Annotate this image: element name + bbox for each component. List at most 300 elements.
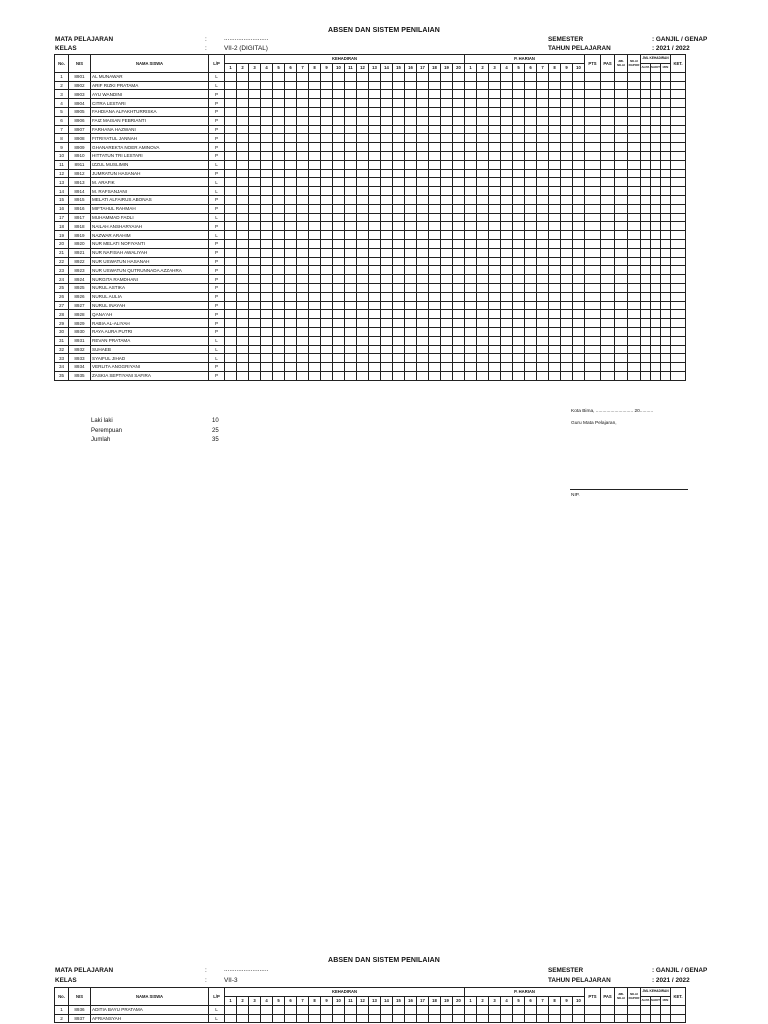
- grade-cell[interactable]: [441, 1014, 453, 1023]
- grade-cell[interactable]: [297, 1005, 309, 1014]
- student-name: MUHAMMAD FADLI: [91, 213, 209, 222]
- student-gender: P: [209, 239, 225, 248]
- harian-col-number: 2: [477, 996, 489, 1005]
- col-alpa-header: ALPA: [641, 63, 651, 72]
- grade-cell[interactable]: [671, 1014, 686, 1023]
- grade-cell[interactable]: [477, 1014, 489, 1023]
- grade-cell[interactable]: [615, 1005, 628, 1014]
- grade-cell[interactable]: [453, 1014, 465, 1023]
- student-gender: L: [209, 1005, 225, 1014]
- grade-cell[interactable]: [429, 1005, 441, 1014]
- grade-cell[interactable]: [465, 1005, 477, 1014]
- student-no: 11: [55, 160, 69, 169]
- student-nis: 8932: [69, 345, 91, 354]
- harian-col-number: 5: [513, 63, 525, 72]
- grade-cell[interactable]: [237, 1014, 249, 1023]
- student-nis: 8915: [69, 195, 91, 204]
- grade-cell[interactable]: [225, 1005, 237, 1014]
- grade-cell[interactable]: [237, 1005, 249, 1014]
- student-name: FARHANA HAZWANI: [91, 125, 209, 134]
- student-name: FITRIYATUL JANNAH: [91, 134, 209, 143]
- student-no: 7: [55, 125, 69, 134]
- kehadiran-col-number: 14: [381, 996, 393, 1005]
- summary-label: Perempuan: [91, 427, 123, 434]
- summary-label: Jumlah: [91, 437, 111, 443]
- grade-cell[interactable]: [585, 1014, 601, 1023]
- student-no: 13: [55, 178, 69, 187]
- grade-cell[interactable]: [661, 1005, 671, 1014]
- student-nis: 8931: [69, 336, 91, 345]
- grade-cell[interactable]: [333, 1014, 345, 1023]
- student-name: AYU WANDINI: [91, 90, 209, 99]
- harian-col-number: 10: [573, 63, 585, 72]
- student-gender: P: [209, 283, 225, 292]
- student-gender: P: [209, 134, 225, 143]
- table-row: [55, 1014, 686, 1023]
- kehadiran-col-number: 6: [285, 63, 297, 72]
- grade-cell[interactable]: [628, 1014, 641, 1023]
- student-gender: P: [209, 222, 225, 231]
- student-nis: 8903: [69, 90, 91, 99]
- grade-cell[interactable]: [285, 1005, 297, 1014]
- student-name: SUHAEB: [91, 345, 209, 354]
- student-nis: 8936: [69, 1005, 91, 1014]
- grade-cell[interactable]: [333, 1005, 345, 1014]
- grade-cell[interactable]: [561, 1014, 573, 1023]
- label-kelas: KELAS: [55, 977, 77, 984]
- student-name: NUR USWATUN QUTRUNNADA AZZAHRA: [91, 266, 209, 275]
- student-gender: P: [209, 151, 225, 160]
- value-tahun-pelajaran: : 2021 / 2022: [652, 45, 690, 52]
- student-no: 26: [55, 292, 69, 301]
- student-gender: P: [209, 301, 225, 310]
- student-gender: P: [209, 363, 225, 372]
- kehadiran-col-number: 16: [405, 996, 417, 1005]
- student-gender: L: [209, 187, 225, 196]
- harian-col-number: 3: [489, 63, 501, 72]
- kehadiran-col-number: 11: [345, 63, 357, 72]
- student-no: 29: [55, 319, 69, 328]
- value-kelas: VII-3: [224, 977, 238, 984]
- student-nis: 8927: [69, 301, 91, 310]
- student-name: RAYA AURA PUTRI: [91, 327, 209, 336]
- student-gender: P: [209, 275, 225, 284]
- col-ket-header: KET.: [671, 988, 686, 1006]
- student-nis: 8908: [69, 134, 91, 143]
- harian-col-number: 1: [465, 63, 477, 72]
- jml-kehadiran-header: JML KEHADIRAN: [641, 988, 671, 997]
- student-nis: 8916: [69, 204, 91, 213]
- grade-cell[interactable]: [671, 1005, 686, 1014]
- grade-cell[interactable]: [573, 1014, 585, 1023]
- student-gender: P: [209, 248, 225, 257]
- student-name: ADITIA BAYU PRATAMA: [91, 1005, 209, 1014]
- student-nis: 8923: [69, 266, 91, 275]
- student-gender: P: [209, 116, 225, 125]
- grade-cell[interactable]: [651, 1014, 661, 1023]
- grade-cell[interactable]: [628, 1005, 641, 1014]
- student-no: 28: [55, 310, 69, 319]
- grade-cell[interactable]: [453, 1005, 465, 1014]
- col-no-header: No.: [55, 988, 69, 1006]
- grade-cell[interactable]: [393, 1014, 405, 1023]
- col-nama-header: NAMA SISWA: [91, 55, 209, 73]
- grade-cell[interactable]: [477, 1005, 489, 1014]
- student-gender: P: [209, 143, 225, 152]
- student-name: NURUL INAYAH: [91, 301, 209, 310]
- kehadiran-col-number: 16: [405, 63, 417, 72]
- kehadiran-col-number: 17: [417, 996, 429, 1005]
- col-ket-header: KET.: [671, 55, 686, 73]
- grade-cell[interactable]: [285, 1014, 297, 1023]
- label-kelas: KELAS: [55, 45, 77, 52]
- grade-cell[interactable]: [321, 1005, 333, 1014]
- student-nis: 8906: [69, 116, 91, 125]
- student-nis: 8901: [69, 72, 91, 81]
- col-sakit-header: SAKIT: [651, 63, 661, 72]
- grade-cell[interactable]: [369, 1014, 381, 1023]
- student-gender: P: [209, 310, 225, 319]
- kehadiran-col-number: 10: [333, 996, 345, 1005]
- grade-cell[interactable]: [651, 1005, 661, 1014]
- harian-col-number: 7: [537, 996, 549, 1005]
- student-nis: 8910: [69, 151, 91, 160]
- student-no: 25: [55, 283, 69, 292]
- student-no: 18: [55, 222, 69, 231]
- student-name: SYAIFUL JIHAD: [91, 354, 209, 363]
- grade-cell[interactable]: [273, 1014, 285, 1023]
- grade-cell[interactable]: [261, 1014, 273, 1023]
- col-izin-header: IZIN: [661, 996, 671, 1005]
- student-nis: 8913: [69, 178, 91, 187]
- p-harian-header: P. HARIAN: [465, 55, 585, 64]
- grade-cell[interactable]: [429, 1014, 441, 1023]
- label-mata-pelajaran: MATA PELAJARAN: [55, 967, 114, 974]
- student-gender: P: [209, 266, 225, 275]
- value-mata-pelajaran: .........................: [224, 966, 269, 973]
- kehadiran-col-number: 12: [357, 996, 369, 1005]
- label-tahun-pelajaran: TAHUN PELAJARAN: [548, 45, 611, 52]
- value-kelas: VII-2 (DIGITAL): [224, 45, 268, 52]
- grade-cell[interactable]: [357, 1014, 369, 1023]
- grade-cell[interactable]: [573, 1005, 585, 1014]
- label-mata-pelajaran: MATA PELAJARAN: [55, 36, 114, 43]
- harian-col-number: 6: [525, 996, 537, 1005]
- colon: :: [205, 967, 207, 974]
- student-no: 21: [55, 248, 69, 257]
- harian-col-number: 3: [489, 996, 501, 1005]
- student-name: NURUL AULIA: [91, 292, 209, 301]
- student-no: 15: [55, 195, 69, 204]
- kehadiran-col-number: 18: [429, 996, 441, 1005]
- kehadiran-col-number: 9: [321, 996, 333, 1005]
- student-nis: 8921: [69, 248, 91, 257]
- grade-cell[interactable]: [641, 1014, 651, 1023]
- col-nis-header: NIS: [69, 55, 91, 73]
- student-nis: 8922: [69, 257, 91, 266]
- grade-cell[interactable]: [501, 1014, 513, 1023]
- grade-cell[interactable]: [369, 1005, 381, 1014]
- signature-place-date: Kota Bima, ............................ 20..........: [571, 409, 654, 414]
- student-nis: 8917: [69, 213, 91, 222]
- student-no: 23: [55, 266, 69, 275]
- student-nis: 8911: [69, 160, 91, 169]
- student-no: 12: [55, 169, 69, 178]
- p-harian-header: P. HARIAN: [465, 988, 585, 997]
- kehadiran-col-number: 14: [381, 63, 393, 72]
- grade-cell[interactable]: [345, 1014, 357, 1023]
- student-no: 17: [55, 213, 69, 222]
- student-gender: L: [209, 345, 225, 354]
- col-nilai-rapor-header: NILAI RAPOR: [628, 988, 641, 1006]
- grade-cell[interactable]: [561, 1005, 573, 1014]
- student-nis: 8928: [69, 310, 91, 319]
- label-semester: SEMESTER: [548, 967, 584, 974]
- student-no: 5: [55, 107, 69, 116]
- harian-col-number: 4: [501, 63, 513, 72]
- harian-col-number: 8: [549, 996, 561, 1005]
- grade-cell[interactable]: [345, 1005, 357, 1014]
- student-no: 4: [55, 99, 69, 108]
- kehadiran-col-number: 5: [273, 996, 285, 1005]
- grade-cell[interactable]: [405, 1014, 417, 1023]
- grade-cell[interactable]: [417, 1005, 429, 1014]
- student-name: CITRA LESTARI: [91, 99, 209, 108]
- kehadiran-col-number: 11: [345, 996, 357, 1005]
- summary-label: Laki laki: [91, 418, 113, 424]
- student-nis: 8934: [69, 363, 91, 372]
- colon: :: [205, 45, 207, 52]
- kehadiran-col-number: 19: [441, 996, 453, 1005]
- student-nis: 8925: [69, 283, 91, 292]
- grade-cell[interactable]: [465, 1014, 477, 1023]
- col-sakit-header: SAKIT: [651, 996, 661, 1005]
- grade-cell[interactable]: [585, 1005, 601, 1014]
- kehadiran-col-number: 19: [441, 63, 453, 72]
- col-lp-header: L/P: [209, 55, 225, 73]
- student-nis: 8919: [69, 231, 91, 240]
- student-name: HITTATUN TRI LESTARI: [91, 151, 209, 160]
- col-izin-header: IZIN: [661, 63, 671, 72]
- student-name: ARIF RIZKI PRATAMA: [91, 81, 209, 90]
- grade-cell[interactable]: [489, 1005, 501, 1014]
- student-name: ZASKIA SEPTIYANI SAFIRA: [91, 371, 209, 380]
- grade-cell[interactable]: [513, 1005, 525, 1014]
- student-name: VERLITA ANGGRIYANI: [91, 363, 209, 372]
- grade-cell[interactable]: [549, 1014, 561, 1023]
- kehadiran-col-number: 6: [285, 996, 297, 1005]
- attendance-table: [54, 987, 686, 1023]
- student-gender: P: [209, 327, 225, 336]
- grade-cell[interactable]: [601, 1014, 615, 1023]
- grade-cell[interactable]: [225, 1014, 237, 1023]
- student-nis: 8918: [69, 222, 91, 231]
- kehadiran-col-number: 3: [249, 996, 261, 1005]
- kehadiran-col-number: 8: [309, 996, 321, 1005]
- student-name: FAIZ MAISAN FEBRIANTI: [91, 116, 209, 125]
- col-alpa-header: ALPA: [641, 996, 651, 1005]
- harian-col-number: 10: [573, 996, 585, 1005]
- student-no: 24: [55, 275, 69, 284]
- value-mata-pelajaran: .........................: [224, 35, 269, 42]
- col-nama-header: NAMA SISWA: [91, 988, 209, 1006]
- grade-cell[interactable]: [525, 1005, 537, 1014]
- kehadiran-col-number: 18: [429, 63, 441, 72]
- kehadiran-col-number: 7: [297, 63, 309, 72]
- grade-cell[interactable]: [537, 1005, 549, 1014]
- student-name: MIFTAHUL RAHMAH: [91, 204, 209, 213]
- label-semester: SEMESTER: [548, 36, 584, 43]
- student-no: 9: [55, 143, 69, 152]
- student-gender: L: [209, 213, 225, 222]
- student-gender: L: [209, 354, 225, 363]
- student-name: NUR USWATUN HASANAH: [91, 257, 209, 266]
- student-name: NAILAH ANSHARYAIAH: [91, 222, 209, 231]
- student-name: AL MUNAWAR: [91, 72, 209, 81]
- student-no: 35: [55, 371, 69, 380]
- grade-cell[interactable]: [309, 1014, 321, 1023]
- student-name: RABIA AL-ALIYAH: [91, 319, 209, 328]
- grade-cell[interactable]: [405, 1005, 417, 1014]
- student-nis: 8904: [69, 99, 91, 108]
- grade-cell[interactable]: [261, 1005, 273, 1014]
- signature-nip: NIP.: [571, 493, 580, 498]
- student-name: AFRIANSYAH: [91, 1014, 209, 1023]
- student-gender: L: [209, 1014, 225, 1023]
- student-gender: L: [209, 160, 225, 169]
- student-nis: 8909: [69, 143, 91, 152]
- student-nis: 8907: [69, 125, 91, 134]
- grade-cell[interactable]: [525, 1014, 537, 1023]
- grade-cell[interactable]: [615, 1014, 628, 1023]
- grade-cell[interactable]: [381, 1005, 393, 1014]
- grade-cell[interactable]: [273, 1005, 285, 1014]
- student-gender: L: [209, 336, 225, 345]
- student-name: NUR NAFISAH AWALIYAH: [91, 248, 209, 257]
- summary-value: 35: [212, 437, 219, 443]
- col-pts-header: PTS: [585, 55, 601, 73]
- grade-cell[interactable]: [537, 1014, 549, 1023]
- kehadiran-col-number: 12: [357, 63, 369, 72]
- student-no: 10: [55, 151, 69, 160]
- student-nis: 8933: [69, 354, 91, 363]
- student-gender: L: [209, 81, 225, 90]
- student-nis: 8935: [69, 371, 91, 380]
- student-nis: 8902: [69, 81, 91, 90]
- student-gender: P: [209, 99, 225, 108]
- student-name: NURUL ASTIKA: [91, 283, 209, 292]
- student-gender: P: [209, 169, 225, 178]
- student-gender: L: [209, 231, 225, 240]
- grade-cell[interactable]: [441, 1005, 453, 1014]
- grade-cell[interactable]: [417, 1014, 429, 1023]
- student-no: 27: [55, 301, 69, 310]
- student-gender: L: [209, 178, 225, 187]
- kehadiran-header: KEHADIRAN: [225, 55, 465, 64]
- kehadiran-col-number: 20: [453, 63, 465, 72]
- student-nis: 8905: [69, 107, 91, 116]
- student-name: JUMRATUN HASANAH: [91, 169, 209, 178]
- kehadiran-col-number: 15: [393, 996, 405, 1005]
- grade-cell[interactable]: [297, 1014, 309, 1023]
- student-nis: 8914: [69, 187, 91, 196]
- grade-cell[interactable]: [249, 1005, 261, 1014]
- col-pts-header: PTS: [585, 988, 601, 1006]
- grade-cell[interactable]: [309, 1005, 321, 1014]
- colon: :: [205, 977, 207, 984]
- student-name: NUR MELATI NOFIYANTI: [91, 239, 209, 248]
- harian-col-number: 7: [537, 63, 549, 72]
- student-no: 22: [55, 257, 69, 266]
- student-no: 2: [55, 1014, 69, 1023]
- student-name: M. RAFSANJANI: [91, 187, 209, 196]
- grade-cell[interactable]: [393, 1005, 405, 1014]
- student-no: 19: [55, 231, 69, 240]
- student-name: NAZWAR ARAHIM: [91, 231, 209, 240]
- kehadiran-col-number: 4: [261, 996, 273, 1005]
- kehadiran-col-number: 17: [417, 63, 429, 72]
- student-gender: P: [209, 195, 225, 204]
- student-no: 3: [55, 90, 69, 99]
- student-nis: 8924: [69, 275, 91, 284]
- kehadiran-col-number: 13: [369, 63, 381, 72]
- grade-cell[interactable]: [321, 1014, 333, 1023]
- harian-col-number: 9: [561, 996, 573, 1005]
- student-gender: P: [209, 204, 225, 213]
- grade-cell[interactable]: [641, 1005, 651, 1014]
- value-semester: : GANJIL / GENAP: [652, 36, 708, 43]
- grade-cell[interactable]: [357, 1005, 369, 1014]
- student-name: GHANAREKTA NOER AMINOVA: [91, 143, 209, 152]
- student-no: 34: [55, 363, 69, 372]
- student-gender: P: [209, 292, 225, 301]
- colon: :: [205, 36, 207, 43]
- student-gender: L: [209, 72, 225, 81]
- kehadiran-col-number: 5: [273, 63, 285, 72]
- kehadiran-col-number: 7: [297, 996, 309, 1005]
- student-name: REVAN PRATAMA: [91, 336, 209, 345]
- grade-cell[interactable]: [501, 1005, 513, 1014]
- kehadiran-col-number: 9: [321, 63, 333, 72]
- kehadiran-header: KEHADIRAN: [225, 988, 465, 997]
- kehadiran-col-number: 10: [333, 63, 345, 72]
- col-jml-nilai-header: JML NILAI: [615, 988, 628, 1006]
- grade-cell[interactable]: [249, 1014, 261, 1023]
- student-no: 32: [55, 345, 69, 354]
- grade-cell[interactable]: [513, 1014, 525, 1023]
- kehadiran-col-number: 8: [309, 63, 321, 72]
- col-nilai-rapor-header: NILAI RAPOR: [628, 55, 641, 73]
- col-no-header: No.: [55, 55, 69, 73]
- student-no: 2: [55, 81, 69, 90]
- grade-cell[interactable]: [661, 1014, 671, 1023]
- grade-cell[interactable]: [489, 1014, 501, 1023]
- harian-col-number: 8: [549, 63, 561, 72]
- student-nis: 8930: [69, 327, 91, 336]
- kehadiran-col-number: 15: [393, 63, 405, 72]
- table-row: [55, 1005, 686, 1014]
- col-lp-header: L/P: [209, 988, 225, 1006]
- student-gender: P: [209, 107, 225, 116]
- harian-col-number: 4: [501, 996, 513, 1005]
- student-nis: 8920: [69, 239, 91, 248]
- grade-cell[interactable]: [381, 1014, 393, 1023]
- student-no: 16: [55, 204, 69, 213]
- student-name: NURGITA RAMDHANI: [91, 275, 209, 284]
- signature-role: Guru Mata Pelajaran,: [571, 421, 617, 426]
- grade-cell[interactable]: [601, 1005, 615, 1014]
- grade-cell[interactable]: [549, 1005, 561, 1014]
